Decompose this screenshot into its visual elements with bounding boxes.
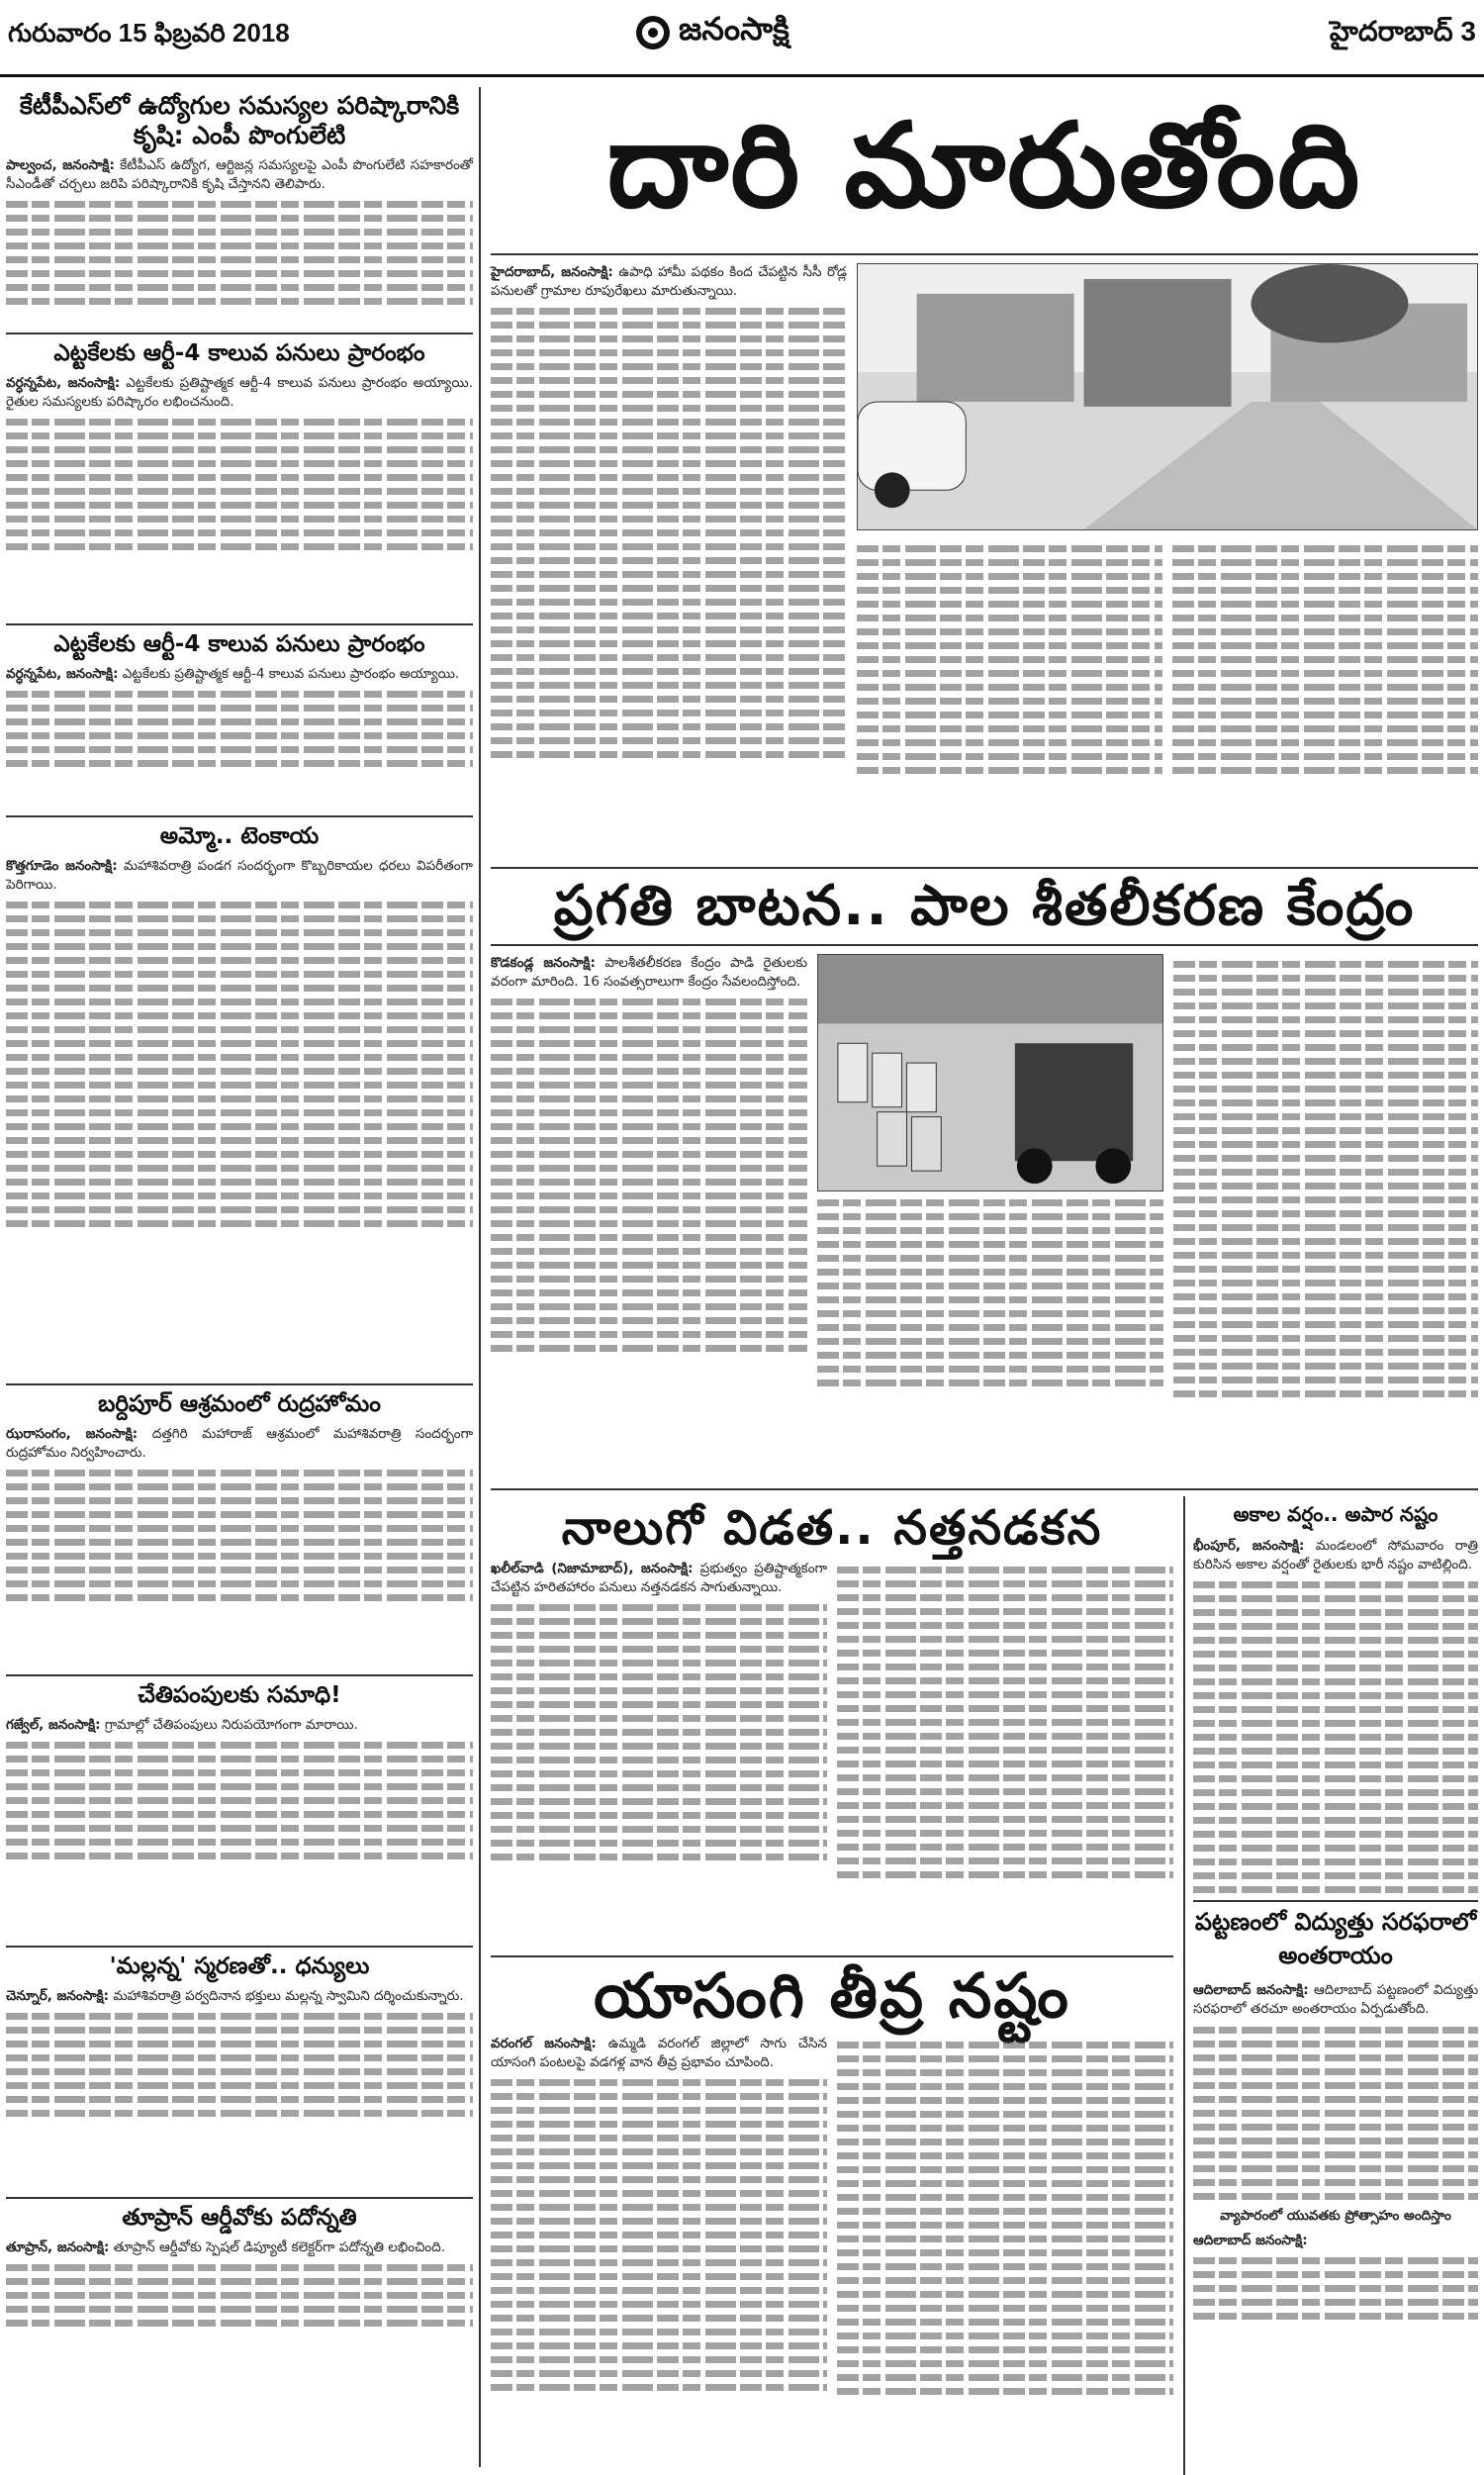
snail-story — [491, 1560, 1173, 1955]
story-byline: భీంపూర్, జనంసాక్షి: — [1193, 1538, 1305, 1554]
dairy-story-text — [491, 954, 807, 1488]
story-text-lines — [491, 2079, 827, 2391]
story-lead: తూప్రాన్ ఆర్డీవోకు స్పెషల్ డిప్యూటీ కలెక్టర్‌గా పదోన్నతి లభించింది. — [113, 2238, 446, 2255]
dairy-story — [491, 954, 1478, 1488]
brand-name: జనంసాక్షి — [679, 10, 789, 48]
story-byline: ఆదిలాబాద్ జనంసాక్షి: — [1193, 2232, 1308, 2248]
story-byline: కొత్తగూడెం జనంసాక్షి: — [6, 857, 118, 874]
dairy-story-right — [1173, 954, 1478, 1488]
story-canal-2 — [6, 623, 473, 811]
story-body — [1193, 1537, 1478, 1574]
story-text-lines — [6, 2264, 473, 2327]
story-body — [6, 2238, 473, 2257]
story-text-lines — [817, 1199, 1163, 1386]
lead-headline: దారి మారుతోంది — [491, 87, 1478, 255]
sub-story-heading — [1193, 2207, 1478, 2226]
page-number: 3 — [1460, 16, 1476, 47]
story-byline: వర్ధన్నపేట, జనంసాక్షి: — [6, 374, 121, 391]
story-headline: 'మల్లన్న' స్మరణతో.. ధన్యులు — [6, 1946, 473, 1981]
story-text-lines — [857, 538, 1162, 781]
story-lead: పాలశీతలీకరణ కేంద్రం పాడి రైతులకు వరంగా మారింది. 16 సంవత్సరాలుగా కేంద్రం సేవలందిస్తోంది. — [491, 955, 808, 991]
story-headline: బర్దిపూర్ ఆశ్రమంలో రుద్రహోమం — [6, 1383, 473, 1419]
power-headline: పట్టణంలో విద్యుత్తు సరఫరాలో అంతరాయం — [1193, 1900, 1478, 1975]
rabi-col-1 — [491, 2035, 827, 2402]
road-photo — [857, 263, 1478, 530]
dairy-photo — [817, 954, 1163, 1191]
story-byline: హైదరాబాద్, జనంసాక్షి: — [491, 264, 613, 280]
story-body — [1193, 1981, 1478, 2019]
dairy-photo-image — [818, 955, 1162, 1190]
story-rdo-promotion — [6, 2197, 473, 2385]
story-text-lines — [491, 308, 847, 758]
story-body — [491, 954, 807, 992]
story-text-lines — [6, 201, 473, 305]
story-lead: ఆదిలాబాద్ పట్టణంలో విద్యుత్తు సరఫరాలో తరచూ అంతరాయం ఏర్పడుతోంది. — [1193, 1982, 1478, 2018]
story-text-lines — [491, 1604, 827, 1860]
story-byline: తూప్రాన్, జనంసాక్షి: — [6, 2238, 110, 2255]
story-lead: ఎట్టకేలకు ప్రతిష్టాత్మక ఆర్టీ-4 కాలువ పనులు ప్రారంభం అయ్యాయి. రైతుల సమస్యలకు పరిష్కారం లభించనుంది. — [6, 374, 473, 410]
story-text-lines — [6, 691, 473, 767]
snail-headline: నాలుగో విడత.. నత్తనడకన — [561, 1500, 1103, 1556]
story-lead: మహాశివరాత్రి పండగ సందర్భంగా కొబ్బరికాయల ధరలు విపరీతంగా పెరిగాయి. — [6, 857, 473, 893]
story-byline: వరంగల్ జనంసాక్షి: — [491, 2036, 597, 2051]
story-body — [6, 374, 473, 412]
dairy-story-middle — [817, 954, 1163, 1488]
story-headline: కేటీపీఎస్‌లో ఉద్యోగుల సమస్యల పరిష్కారానికి కృషి: ఎంపీ పొంగులేటి — [19, 91, 460, 149]
bottom-section — [491, 1488, 1478, 2475]
story-text-lines — [6, 419, 473, 550]
story-lead: మండలంలో సోమవారం రాత్రి కురిసిన అకాల వర్షంతో రైతులకు భారీ నష్టం వాటిల్లింది. — [1193, 1538, 1478, 1573]
story-canal-1 — [6, 333, 473, 619]
story-text-lines — [837, 1560, 1173, 1955]
newspaper-brand — [633, 10, 789, 55]
story-text-lines — [1173, 961, 1478, 1397]
story-text-lines — [1193, 2257, 1478, 2320]
bottom-right — [1183, 1496, 1478, 2475]
story-body — [491, 263, 847, 301]
story-byline: ఆదిలాబాద్ జనంసాక్షి: — [1193, 1982, 1309, 1999]
rabi-story — [491, 2035, 1173, 2402]
edition-city — [1330, 16, 1476, 54]
story-body — [6, 1425, 473, 1463]
rabi-headline: యాసంగి తీవ్ర నష్టం — [491, 1955, 1173, 2035]
story-byline: పాల్వంచ, జనంసాక్షి: — [6, 157, 115, 173]
snail-col-1 — [491, 1560, 827, 1955]
story-headline: ఎట్టకేలకు ఆర్టీ-4 కాలువ పనులు ప్రారంభం — [6, 623, 473, 659]
main-news-area — [491, 87, 1478, 2467]
story-body — [6, 156, 473, 194]
story-byline: ఝరాసంగం, జనంసాక్షి: — [6, 1425, 139, 1442]
story-text-lines — [6, 902, 473, 1227]
bottom-left — [491, 1496, 1173, 2475]
story-text-lines — [6, 2013, 473, 2117]
story-byline: కొడకండ్ల జనంసాక్షి: — [491, 955, 596, 971]
sub-headline: వ్యాపారంలో యువతకు ప్రోత్సాహం అందిస్తాం — [1220, 2207, 1451, 2224]
story-text-lines — [837, 2035, 1173, 2402]
story-byline: చెన్నూర్, జనంసాక్షి: — [6, 1987, 110, 2004]
story-text-lines — [491, 999, 807, 1352]
story-body — [6, 1716, 473, 1735]
story-headline: అమ్మో.. టెంకాయ — [6, 815, 473, 851]
issue-date: గురువారం 15 ఫిబ్రవరి 2018 — [8, 18, 290, 48]
story-byline: వర్ధన్నపేట, జనంసాక్షి: — [6, 665, 119, 682]
city-name: హైదరాబాద్ — [1329, 16, 1453, 47]
story-lead: ప్రభుత్వం ప్రతిష్టాత్మకంగా చేపట్టిన హరితహారం పనులు నత్తనడకన సాగుతున్నాయి. — [491, 1561, 828, 1596]
story-lead: దత్తగిరి మహారాజ్ ఆశ్రమంలో మహాశివరాత్రి సందర్భంగా రుద్రహోమం నిర్వహించారు. — [6, 1425, 474, 1461]
story-body — [6, 857, 473, 895]
story-handpumps — [6, 1674, 473, 1942]
rain-headline: అకాల వర్షం.. అపార నష్టం — [1233, 1502, 1438, 1526]
story-text-lines — [6, 1470, 473, 1601]
story-text-lines — [1172, 538, 1478, 781]
sub-story-body — [1193, 2232, 1478, 2250]
story-byline: ఖలీల్‌వాడి (నిజామాబాద్), జనంసాక్షి: — [491, 1561, 694, 1576]
story-lead: ఉమ్మడి వరంగల్ జిల్లాలో సాగు చేసిన యాసంగి పంటలపై వడగళ్ల వాన తీవ్ర ప్రభావం చూపింది. — [491, 2036, 827, 2071]
story-body — [491, 1560, 827, 1597]
road-photo-image — [858, 264, 1477, 529]
story-headline: తూప్రాన్ ఆర్డీవోకు పదోన్నతి — [6, 2197, 473, 2233]
story-mallanna — [6, 1946, 473, 2193]
story-body — [6, 665, 473, 684]
lead-story-columns — [857, 538, 1478, 781]
story-text-lines — [6, 1742, 473, 1859]
story-lead: గ్రామాల్లో చేతిపంపులు నిరుపయోగంగా మారాయి. — [104, 1716, 358, 1733]
left-news-column — [6, 87, 481, 2467]
story-lead: ఉపాధి హామీ పథకం కింద చేపట్టిన సీసీ రోడ్ల పనులతో గ్రామాల రూపురేఖలు మారుతున్నాయి. — [491, 264, 847, 300]
story-body — [6, 1987, 473, 2006]
story-body — [491, 2035, 827, 2072]
story-headline: ఎట్టకేలకు ఆర్టీ-4 కాలువ పనులు ప్రారంభం — [6, 333, 473, 368]
story-rudrahomam — [6, 1383, 473, 1670]
brand-logo-icon — [633, 13, 673, 52]
story-lead: కేటీపీఎస్ ఉద్యోగ, ఆర్టిజన్ల సమస్యలపై ఎంపీ పొంగులేటి సహకారంతో సీఎండీతో చర్చలు జరిపి పరిష్కారానికి కృషి చేస్తానని తెలిపారు. — [6, 157, 473, 193]
story-byline: గజ్వేల్, జనంసాక్షి: — [6, 1716, 101, 1733]
story-lead: మహాశివరాత్రి పర్వదినాన భక్తులు మల్లన్న స్వామిని దర్శించుకున్నారు. — [113, 1987, 464, 2004]
dairy-headline: ప్రగతి బాటన.. పాల శీతలీకరణ కేంద్రం — [491, 867, 1478, 946]
lead-story — [491, 263, 1478, 867]
masthead — [0, 0, 1484, 77]
lead-story-right — [857, 263, 1478, 867]
story-text-lines — [1193, 2027, 1478, 2200]
story-text-lines — [1193, 1581, 1478, 1893]
story-lead: ఎట్టకేలకు ప్రతిష్టాత్మక ఆర్టీ-4 కాలువ పనులు ప్రారంభం అయ్యాయి. — [122, 665, 460, 682]
lead-story-text — [491, 263, 847, 867]
story-headline: చేతిపంపులకు సమాధి! — [6, 1674, 473, 1710]
story-ktps — [6, 91, 473, 329]
story-coconut — [6, 815, 473, 1380]
